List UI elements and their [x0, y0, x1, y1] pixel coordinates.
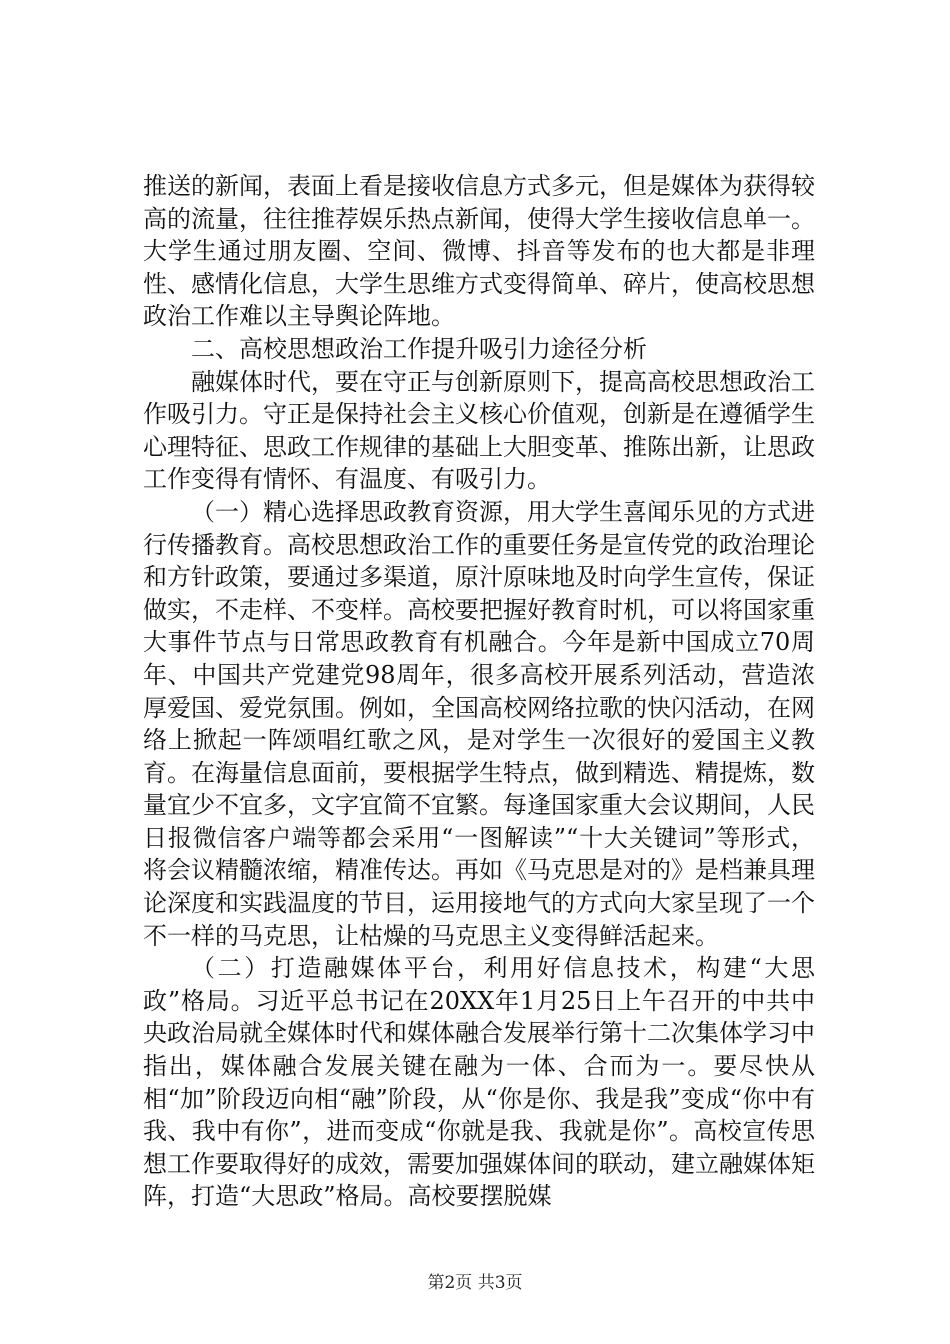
paragraph-continued: 推送的新闻，表面上看是接收信息方式多元，但是媒体为获得较高的流量，往往推荐娱乐热点新闻，使得大学生接收信息单一。大学生通过朋友圈、空间、微博、抖音等发布的也大都是非理性、感情化信息，大学生思维方式变得简单、碎片，使高校思想政治工作难以主导舆论阵地。	[143, 172, 815, 331]
paragraph-point-one: （一）精心选择思政教育资源，用大学生喜闻乐见的方式进行传播教育。高校思想政治工作的重要任务是宣传党的政治理论和方针政策，要通过多渠道，原汁原味地及时向学生宣传，保证做实，不走样、不变样。高校要把握好教育时机，可以将国家重大事件节点与日常思政教育有机融合。今年是新中国成立70周年、中国共产党建党98周年，很多高校开展系列活动，营造浓厚爱国、爱党氛围。例如，全国高校网络拉歌的快闪活动，在网络上掀起一阵颂唱红歌之风，是对学生一次很好的爱国主义教育。在海量信息面前，要根据学生特点，做到精选、精提炼，数量宜少不宜多，文字宜简不宜繁。每逢国家重大会议期间，人民日报微信客户端等都会采用“一图解读”“十大关键词”等形式，将会议精髓浓缩，精准传达。再如《马克思是对的》是档兼具理论深度和实践温度的节目，运用接地气的方式向大家呈现了一个不一样的马克思，让枯燥的马克思主义变得鲜活起来。	[143, 497, 815, 950]
document-body	[143, 170, 815, 1213]
paragraph-point-two: （二）打造融媒体平台，利用好信息技术，构建“大思政”格局。习近平总书记在20XX年1月25日上午召开的中共中央政治局就全媒体时代和媒体融合发展举行第十二次集体学习中指出，媒体融合发展关键在融为一体、合而为一。要尽快从相“加”阶段迈向相“融”阶段，从“你是你、我是我”变成“你中有我、我中有你”，进而变成“你就是我、我就是你”。高校宣传思想工作要取得好的成效，需要加强媒体间的联动，建立融媒体矩阵，打造“大思政”格局。高校要摆脱媒	[143, 954, 815, 1211]
section-heading: 二、高校思想政治工作提升吸引力途径分析	[191, 334, 647, 363]
page-number-footer: 第2页 共3页	[427, 1273, 523, 1293]
paragraph-intro: 融媒体时代，要在守正与创新原则下，提高高校思想政治工作吸引力。守正是保持社会主义核心价值观，创新是在遵循学生心理特征、思政工作规律的基础上大胆变革、推陈出新，让思政工作变得有情怀、有温度、有吸引力。	[143, 367, 815, 494]
